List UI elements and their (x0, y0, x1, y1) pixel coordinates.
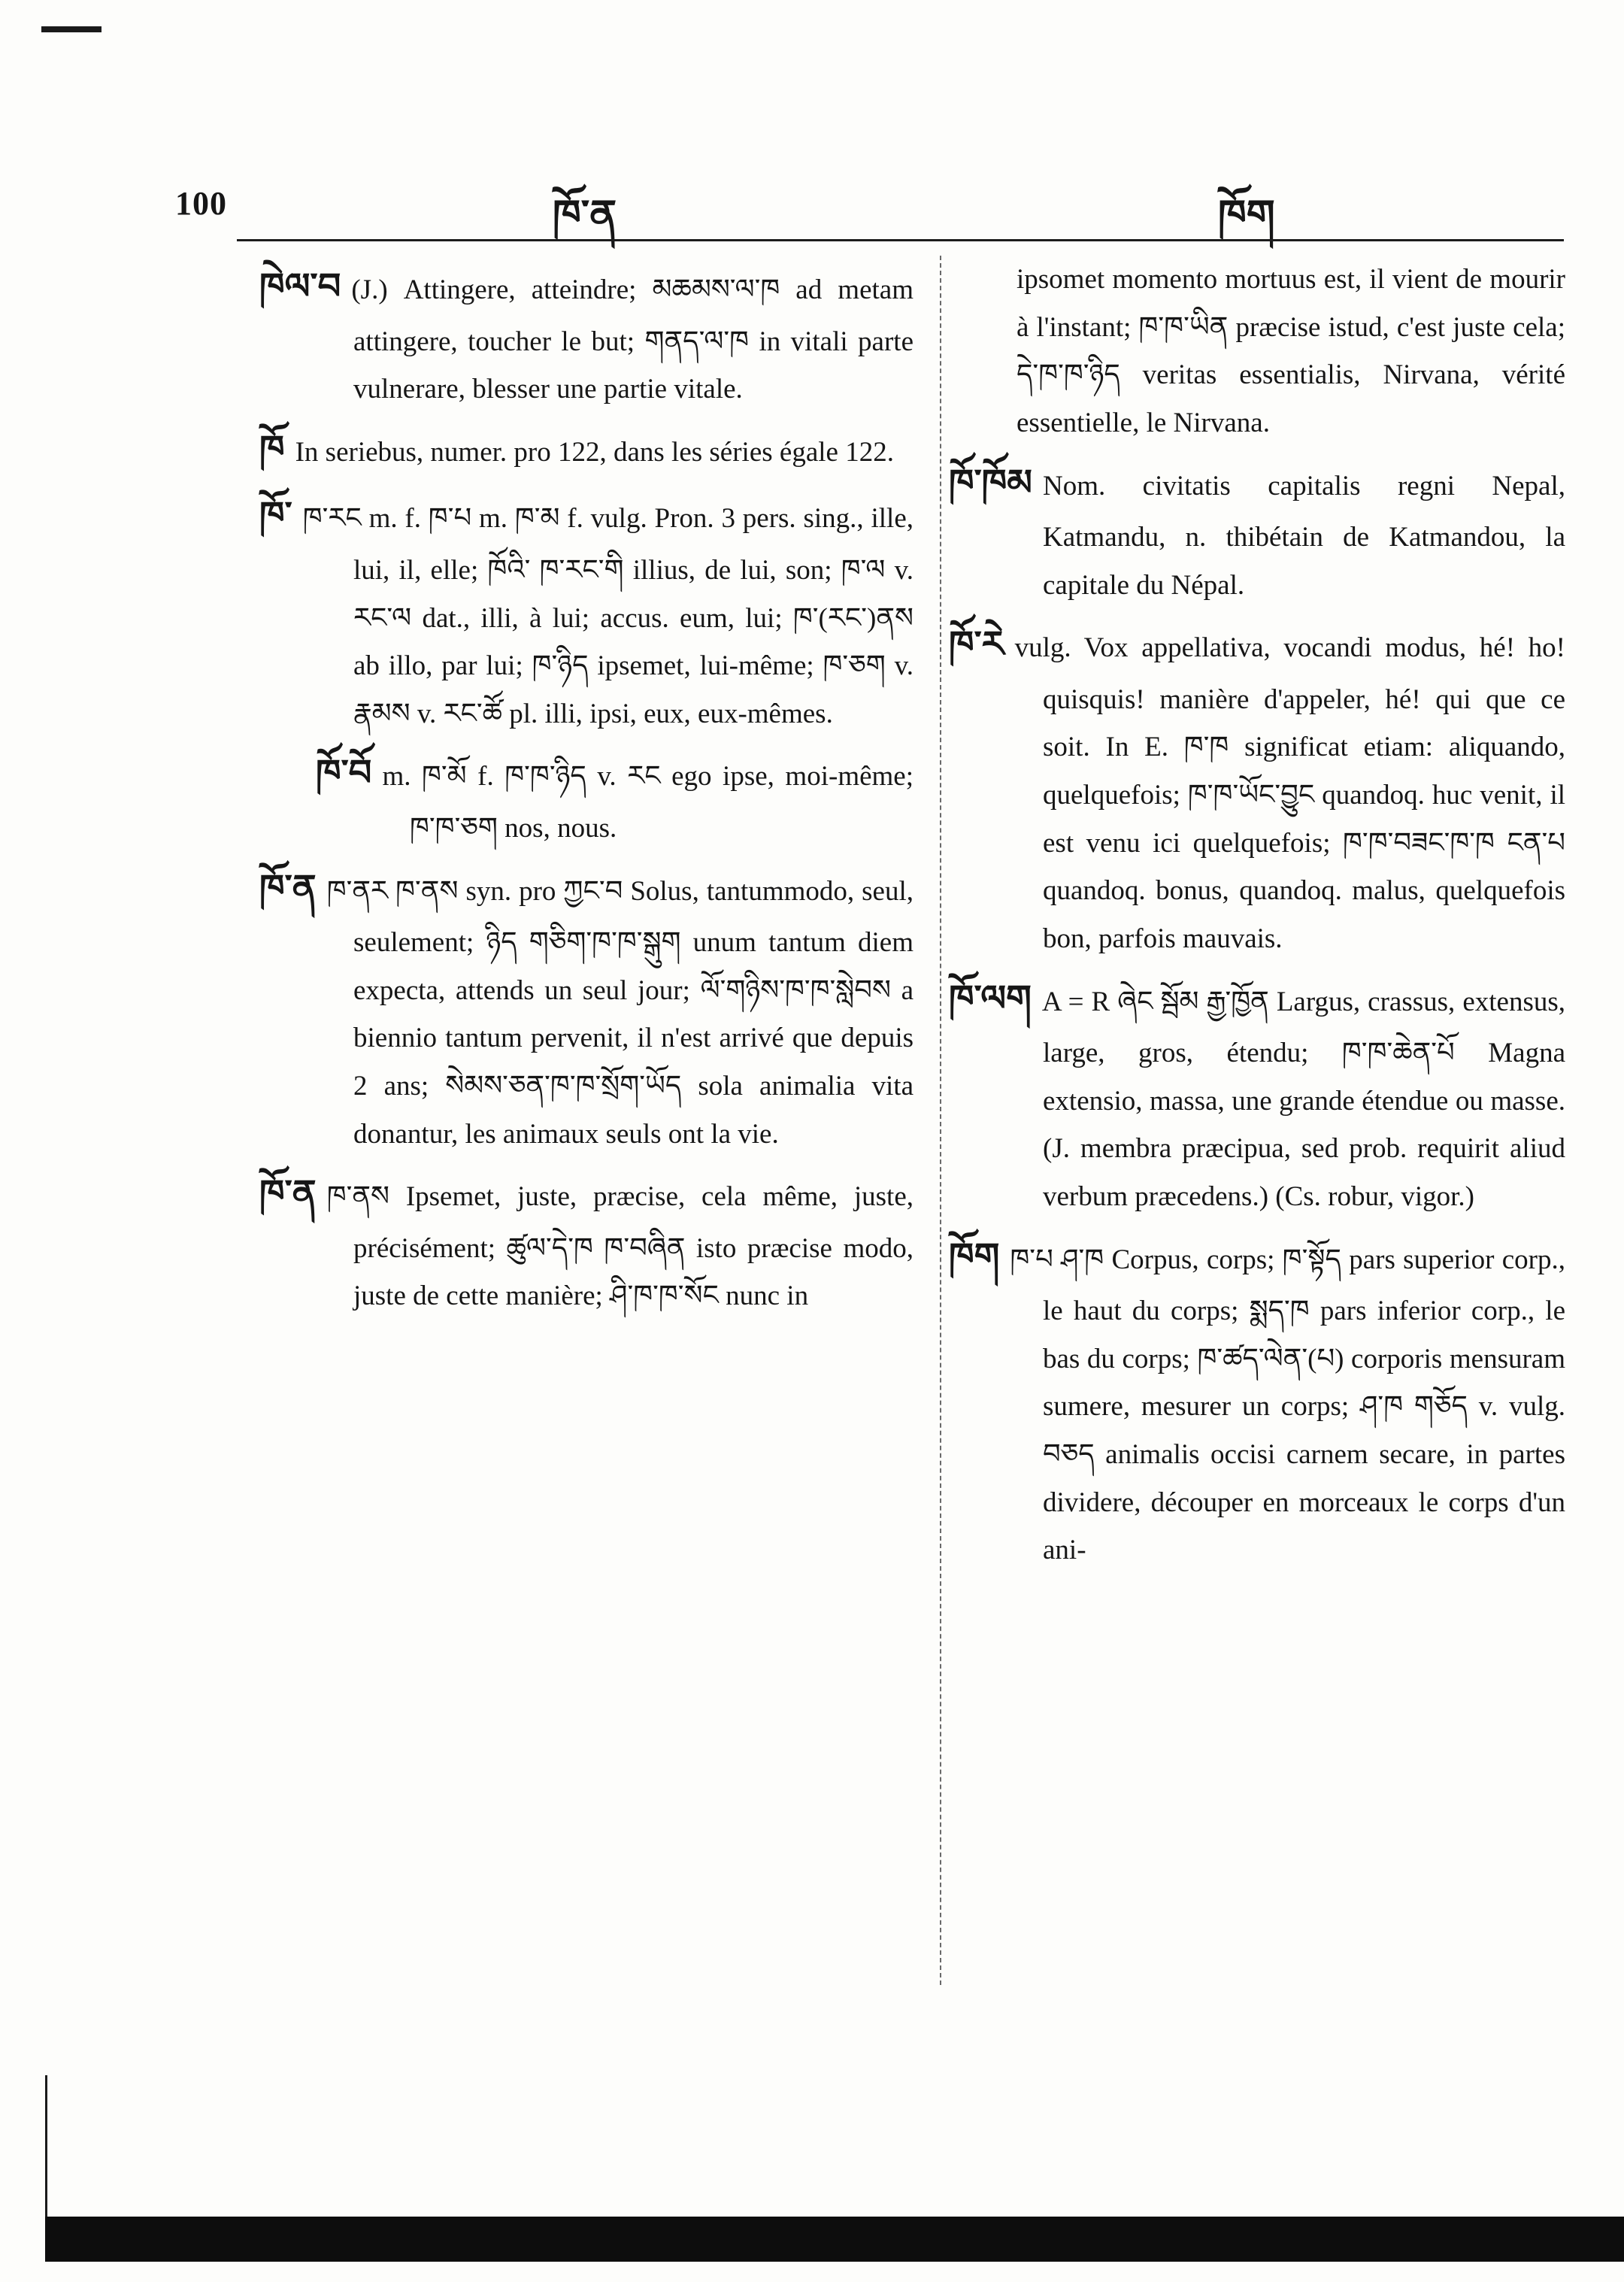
entry-headword: ཁོ་ (259, 494, 292, 537)
entry-headword: ཁོ་ལག (949, 977, 1032, 1020)
entry-definition: m. ཁ་མོ f. ཁ་ཁ་ཉིད v. རང ego ipse, moi-même; ཁ་ཁ་ཅག nos, nous. (382, 761, 914, 844)
entry-definition: ཁ་ནས Ipsemet, juste, præcise, cela même, juste, précisément; ཚུལ་དེ་ཁ ཁ་བཞིན isto præcise modo, juste de cette manière; ཤི་ཁ་ཁ་སོང nunc in (326, 1181, 914, 1312)
dictionary-entry (259, 418, 914, 480)
entry-definition: ཁ་པ ཤ་ཁ Corpus, corps; ཁ་སྟོད pars superior corp., le haut du corps; སྨད་ཁ pars inferior corp., le bas du corps; ཁ་ཚད་ལེན་(པ) corporis mensuram sumere, mesurer un corps; ཤ་ཁ གཅོད v. vulg. བཅད animalis occisi carnem secare, in partes dividere, découper en morceaux le corps d'un ani- (1010, 1244, 1565, 1566)
entry-headword: ཁོ་ན (259, 1172, 317, 1215)
dictionary-entry (949, 256, 1565, 447)
scan-corner-mark (41, 26, 102, 32)
scan-bottom-band (45, 2217, 1624, 2262)
column-divider (940, 256, 941, 1985)
entry-definition: In seriebus, numer. pro 122, dans les séries égale 122. (295, 436, 894, 468)
entry-headword: ཁེལ་བ (259, 265, 341, 308)
dictionary-entry (259, 256, 914, 414)
dictionary-entry (316, 742, 914, 852)
page-header (0, 169, 1624, 238)
entry-headword: ཁོ (259, 427, 285, 470)
entry-headword: ཁོ་ཁོམ (949, 461, 1032, 504)
dictionary-entry (949, 614, 1565, 962)
entry-definition: Nom. civitatis capitalis regni Nepal, Katmandu, n. thibétain de Katmandou, la capitale du Népal. (1042, 470, 1565, 601)
entry-definition: ཁ་ནར ཁ་ནས syn. pro ཀྱང་བ Solus, tantummodo, seul, seulement; ཉིད གཅིག་ཁ་ཁ་སྒུག unum tantum diem expecta, attends un seul jour; ལོ་གཉིས་ཁ་ཁ་སླེབས a biennio tantum pervenit, il n'est arrivé que depuis 2 ans; སེམས་ཅན་ཁ་ཁ་སྲོག་ཡོད sola animalia vita donantur, les animaux seuls ont la vie. (326, 875, 914, 1150)
entry-headword: ཁོག (949, 1235, 1000, 1277)
dictionary-entry (259, 857, 914, 1159)
page-number: 100 (175, 185, 227, 222)
entry-definition: (J.) Attingere, atteindre; མཆམས་ལ་ཁ ad metam attingere, toucher le but; གནད་ལ་ཁ in vitali parte vulnerare, blesser une partie vitale. (351, 274, 914, 405)
entry-headword: ཁོ་ན (259, 866, 317, 909)
running-head-right: ཁོག (1218, 191, 1275, 238)
dictionary-entry (259, 484, 914, 738)
dictionary-entry (949, 452, 1565, 610)
left-column (259, 256, 914, 1325)
entry-definition: vulg. Vox appellativa, vocandi modus, hé! ho! quisquis! manière d'appeler, hé! qui que ce soit. In E. ཁ་ཁ significat etiam: aliquando, quelquefois; ཁ་ཁ་ཡོང་བྱུང quandoq. huc venit, il est venu ici quelquefois; ཁ་ཁ་བཟང་ཁ་ཁ ངན་པ quandoq. bonus, quandoq. malus, quelquefois bon, parfois mauvais. (1014, 632, 1565, 954)
running-head-left: ཁོ་ན (553, 191, 617, 238)
entry-headword: ཁོ་རེ (949, 623, 1004, 666)
dictionary-entry (949, 1226, 1565, 1574)
dictionary-entry (259, 1162, 914, 1320)
right-column (949, 256, 1565, 1579)
entry-definition: ipsomet momento mortuus est, il vient de mourir à l'instant; ཁ་ཁ་ཡིན præcise istud, c'est juste cela; དེ་ཁ་ཁ་ཉིད veritas essentialis, Nirvana, vérité essentielle, le Nirvana. (1017, 264, 1565, 438)
scan-left-edge (45, 2075, 47, 2218)
dictionary-entry (949, 968, 1565, 1221)
entry-definition: A = R ཞེང སྦོམ རྒྱ་ཁྱོན Largus, crassus, extensus, large, gros, étendu; ཁ་ཁ་ཆེན་པོ Magna extensio, massa, une grande étendue ou masse. (J. membra præcipua, sed prob. requirit aliud verbum præcedens.) (Cs. robur, vigor.) (1041, 986, 1565, 1213)
header-rule (237, 239, 1564, 241)
entry-headword: ཁོ་བོ (316, 752, 372, 795)
entry-definition: ཁ་རང m. f. ཁ་པ m. ཁ་མ f. vulg. Pron. 3 pers. sing., ille, lui, il, elle; ཁོའི་ ཁ་རང་གི illius, de lui, son; ཁ་ལ v. རང་ལ dat., illi, à lui; accus. eum, lui; ཁ་(རང་)ནས ab illo, par lui; ཁ་ཉིད ipsemet, lui-même; ཁ་ཅག v. རྣམས v. རང་ཚོ pl. illi, ipsi, eux, eux-mêmes. (302, 503, 914, 729)
